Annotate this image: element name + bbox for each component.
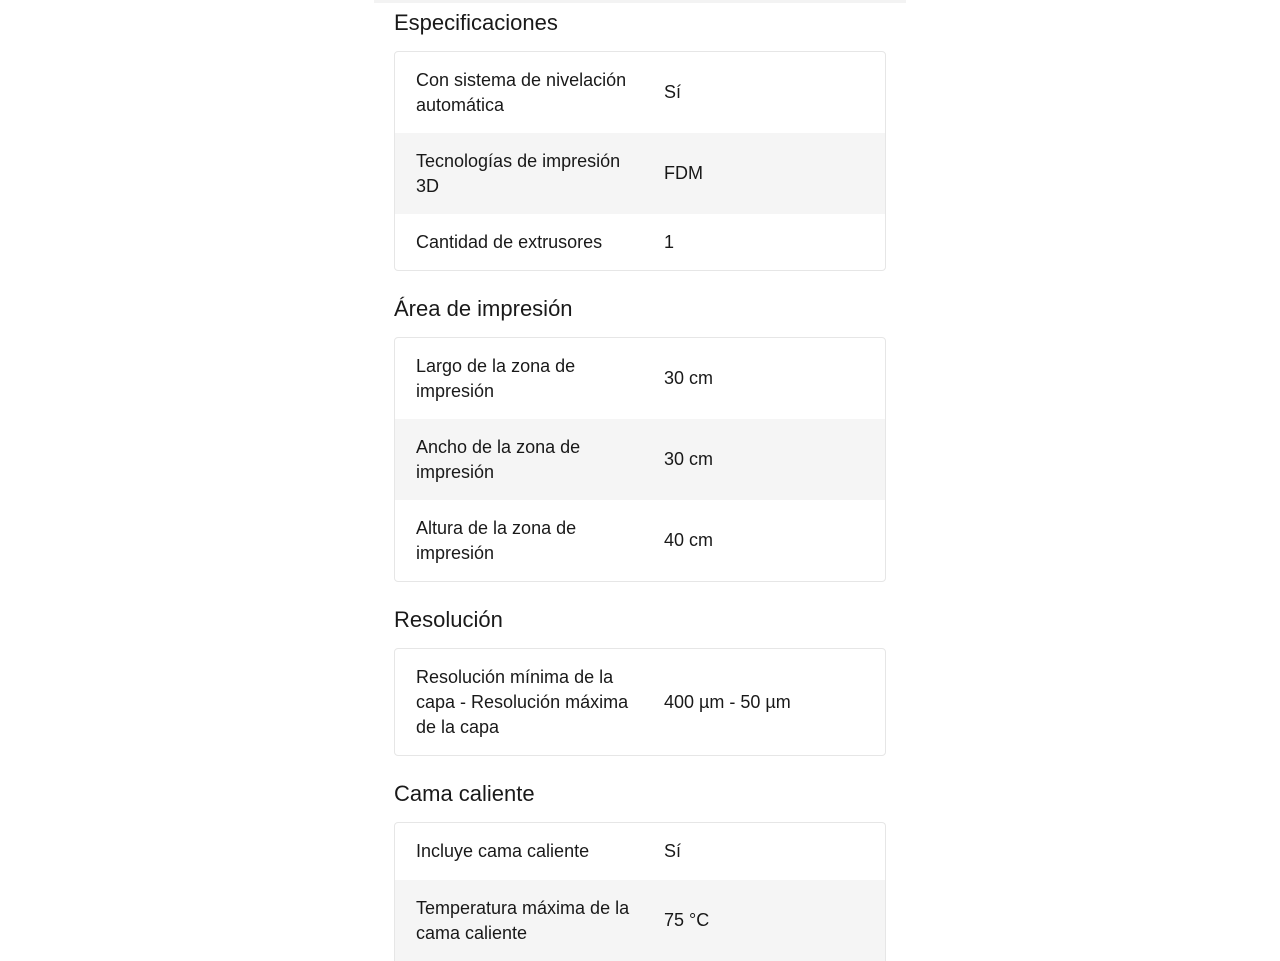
spec-label: Tecnologías de impresión 3D: [416, 150, 621, 196]
spec-value: 400 µm - 50 µm: [664, 691, 791, 712]
spec-value: FDM: [664, 163, 703, 183]
spec-label: Temperatura máxima de la cama caliente: [416, 897, 630, 943]
section-title-cama-caliente: Cama caliente: [394, 781, 535, 806]
spec-value: Sí: [664, 841, 682, 861]
spec-table-area-impresion: [394, 337, 886, 582]
section-title-resolucion: Resolución: [394, 607, 503, 632]
spec-row: [395, 823, 885, 880]
spec-row: [395, 133, 885, 214]
spec-table-resolucion: [394, 648, 886, 756]
spec-table-especificaciones: [394, 51, 886, 271]
spec-label: Resolución mínima de la capa - Resolución máxima de la capa: [416, 666, 629, 737]
spec-label: Ancho de la zona de impresión: [416, 436, 581, 482]
section-title-area-impresion: Área de impresión: [394, 296, 573, 321]
spec-table-cama-caliente: [394, 822, 886, 961]
spec-label: Incluye cama caliente: [416, 841, 590, 861]
spec-label: Altura de la zona de impresión: [416, 517, 577, 563]
spec-value: 75 °C: [664, 910, 710, 930]
spec-row: [395, 649, 885, 755]
spec-label: Con sistema de nivelación automática: [416, 69, 627, 115]
spec-row: [395, 419, 885, 500]
spec-value: 40 cm: [664, 530, 714, 550]
spec-row: [395, 880, 885, 961]
spec-label: Cantidad de extrusores: [416, 231, 603, 252]
spec-label: Largo de la zona de impresión: [416, 355, 576, 401]
spec-value: 30 cm: [664, 368, 714, 388]
spec-row: [395, 214, 885, 270]
section-title-especificaciones: Especificaciones: [394, 10, 558, 35]
spec-row: [395, 52, 885, 133]
spec-row: [395, 500, 885, 581]
spec-value: 30 cm: [664, 449, 714, 469]
spec-value: Sí: [664, 82, 682, 102]
spec-value: 1: [664, 231, 675, 252]
spec-row: [395, 338, 885, 419]
top-divider: [374, 0, 906, 3]
